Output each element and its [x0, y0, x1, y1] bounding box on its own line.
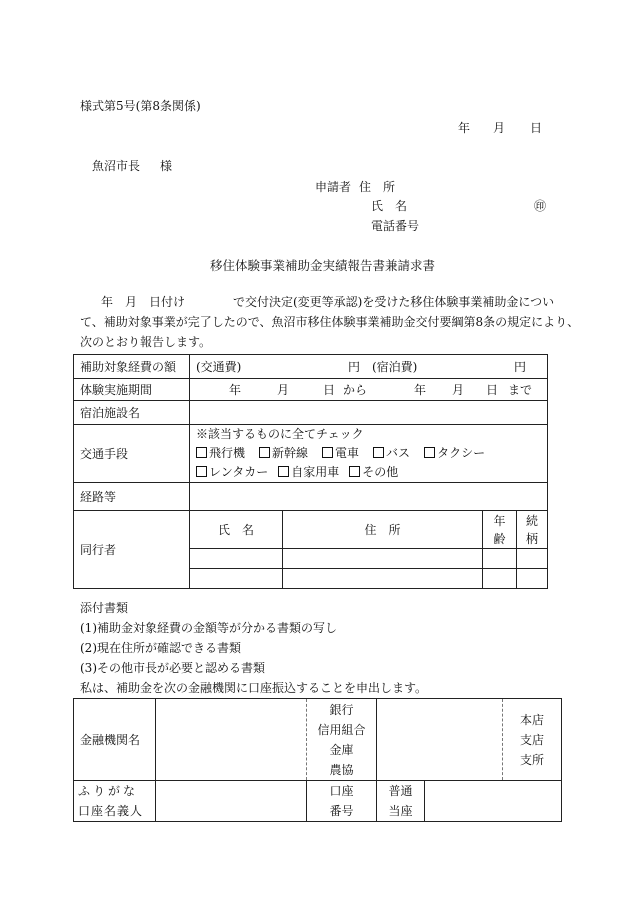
- lodging-cost-yen: 円: [514, 360, 527, 374]
- institution-type: 金庫: [329, 742, 354, 757]
- attachments-heading: 添付書類: [80, 601, 129, 615]
- companion-age-cell[interactable]: [483, 549, 517, 569]
- account-type-checking[interactable]: 当座: [388, 804, 413, 818]
- companion-relation-header: [517, 511, 548, 549]
- date-day: 日: [530, 121, 543, 135]
- checkbox-icon: [322, 447, 333, 458]
- form-number: 様式第5号(第8条関係): [80, 99, 201, 113]
- transport-row: [74, 425, 548, 483]
- option-label: その他: [362, 465, 399, 479]
- name-label: 氏 名: [371, 199, 408, 213]
- branch-type: 本店: [519, 712, 544, 727]
- option-bus[interactable]: [373, 444, 410, 463]
- companion-relation-cell[interactable]: [517, 569, 548, 589]
- period-row: [74, 379, 548, 401]
- period-day-2: 日: [486, 383, 499, 397]
- companions-header-row: [74, 511, 548, 549]
- holder-label-cell: [74, 781, 156, 822]
- option-label: レンタカー: [209, 465, 269, 479]
- institution-type: 銀行: [329, 702, 354, 717]
- companion-age-cell[interactable]: [483, 569, 517, 589]
- companion-name-header: 氏 名: [190, 511, 283, 549]
- account-type-ordinary[interactable]: 普通: [388, 784, 413, 798]
- option-train[interactable]: [322, 444, 359, 463]
- checkbox-icon: [373, 447, 384, 458]
- transport-note: ※該当するものに全てチェック: [196, 427, 364, 441]
- account-number-field[interactable]: [425, 781, 562, 822]
- seal-mark: ㊞: [534, 199, 547, 213]
- holder-name-field[interactable]: [156, 781, 307, 822]
- companion-age-header: [483, 511, 517, 549]
- branch-type: 支店: [519, 732, 544, 747]
- period-from: から: [343, 383, 368, 397]
- institution-name-field[interactable]: [156, 699, 307, 781]
- account-number-label: [307, 781, 377, 822]
- transport-options-row-2: [196, 463, 541, 482]
- intro-line-3: 次のとおり報告します。: [80, 335, 212, 349]
- relation-header-1: 続: [525, 513, 538, 528]
- route-row: [74, 483, 548, 511]
- bank-declaration: 私は、補助金を次の金融機関に口座振込することを申出します。: [80, 681, 428, 695]
- companion-address-cell[interactable]: [283, 569, 483, 589]
- option-other[interactable]: [349, 463, 398, 482]
- period-month-2: 月: [452, 383, 465, 397]
- cost-label: 補助対象経費の額: [74, 355, 190, 379]
- period-day-1: 日: [323, 383, 336, 397]
- institution-type-list: [307, 699, 377, 781]
- furigana-label: ふりがな: [78, 784, 139, 798]
- option-label: バス: [386, 446, 411, 460]
- transport-cost-yen: 円: [348, 360, 361, 374]
- applicant-label: 申請者: [315, 180, 352, 194]
- checkbox-icon: [259, 447, 270, 458]
- option-label: 電車: [335, 446, 360, 460]
- facility-field[interactable]: [190, 401, 548, 425]
- date-month: 月: [493, 121, 506, 135]
- checkbox-icon: [196, 466, 207, 477]
- institution-type: 信用組合: [317, 722, 366, 737]
- address-label: 住 所: [359, 180, 396, 194]
- attachment-item: (1)補助金対象経費の金額等が分かる書類の写し: [80, 621, 337, 635]
- option-label: 新幹線: [272, 446, 309, 460]
- institution-type: 農協: [329, 762, 354, 777]
- option-rental-car[interactable]: [196, 463, 268, 482]
- period-to: まで: [508, 383, 533, 397]
- phone-label: 電話番号: [371, 219, 420, 233]
- checkbox-icon: [278, 466, 289, 477]
- companion-address-header: 住 所: [283, 511, 483, 549]
- option-private-car[interactable]: [278, 463, 339, 482]
- checkbox-icon: [424, 447, 435, 458]
- attachment-item: (2)現在住所が確認できる書類: [80, 641, 241, 655]
- relation-header-2: 柄: [525, 531, 538, 546]
- facility-row: [74, 401, 548, 425]
- companion-address-cell[interactable]: [283, 549, 483, 569]
- account-label-2: 番号: [329, 804, 354, 818]
- option-airplane[interactable]: [196, 444, 245, 463]
- account-type-options[interactable]: [377, 781, 425, 822]
- option-shinkansen[interactable]: [259, 444, 308, 463]
- period-label: 体験実施期間: [74, 379, 190, 401]
- transport-field: [190, 425, 548, 483]
- report-table: [73, 354, 548, 589]
- transport-options-row-1: [196, 444, 541, 463]
- intro-line-2: て、補助対象事業が完了したので、魚沼市移住体験事業補助金交付要綱第8条の規定により、: [80, 315, 580, 329]
- bank-table: [73, 698, 562, 822]
- lodging-cost-label: (宿泊費): [372, 360, 418, 374]
- route-label: 経路等: [74, 483, 190, 511]
- transport-label: 交通手段: [74, 425, 190, 483]
- companions-label: 同行者: [74, 511, 190, 589]
- bank-account-row: [74, 781, 562, 822]
- checkbox-icon: [196, 447, 207, 458]
- option-taxi[interactable]: [424, 444, 485, 463]
- option-label: タクシー: [437, 446, 486, 460]
- branch-type-list: [503, 699, 562, 781]
- branch-type: 支所: [519, 752, 544, 767]
- bank-institution-row: [74, 699, 562, 781]
- companion-relation-cell[interactable]: [517, 549, 548, 569]
- attachment-item: (3)その他市長が必要と認める書類: [80, 661, 265, 675]
- option-label: 自家用車: [291, 465, 340, 479]
- intro-line-1: 年 月 日付け で交付決定(変更等承認)を受けた移住体験事業補助金につい: [101, 295, 555, 309]
- period-month-1: 月: [277, 383, 290, 397]
- document-title: 移住体験事業補助金実績報告書兼請求書: [210, 258, 436, 273]
- cost-field[interactable]: [190, 355, 548, 379]
- checkbox-icon: [349, 466, 360, 477]
- account-label-1: 口座: [329, 784, 354, 798]
- holder-label: 口座名義人: [78, 804, 144, 818]
- transport-cost-label: (交通費): [196, 359, 242, 374]
- institution-label: 金融機関名: [74, 699, 156, 781]
- period-year-2: 年: [414, 383, 427, 397]
- date-year: 年: [458, 121, 471, 135]
- addressee-honorific: 様: [160, 159, 173, 173]
- cost-row: [74, 355, 548, 379]
- option-label: 飛行機: [209, 446, 246, 460]
- age-header-2: 齢: [493, 531, 506, 546]
- route-field[interactable]: [190, 483, 548, 511]
- period-year-1: 年: [229, 383, 242, 397]
- addressee: 魚沼市長: [92, 159, 141, 173]
- companion-name-cell[interactable]: [190, 549, 283, 569]
- age-header-1: 年: [493, 513, 506, 528]
- period-field[interactable]: [190, 379, 548, 401]
- branch-name-field[interactable]: [377, 699, 503, 781]
- facility-label: 宿泊施設名: [74, 401, 190, 425]
- companion-name-cell[interactable]: [190, 569, 283, 589]
